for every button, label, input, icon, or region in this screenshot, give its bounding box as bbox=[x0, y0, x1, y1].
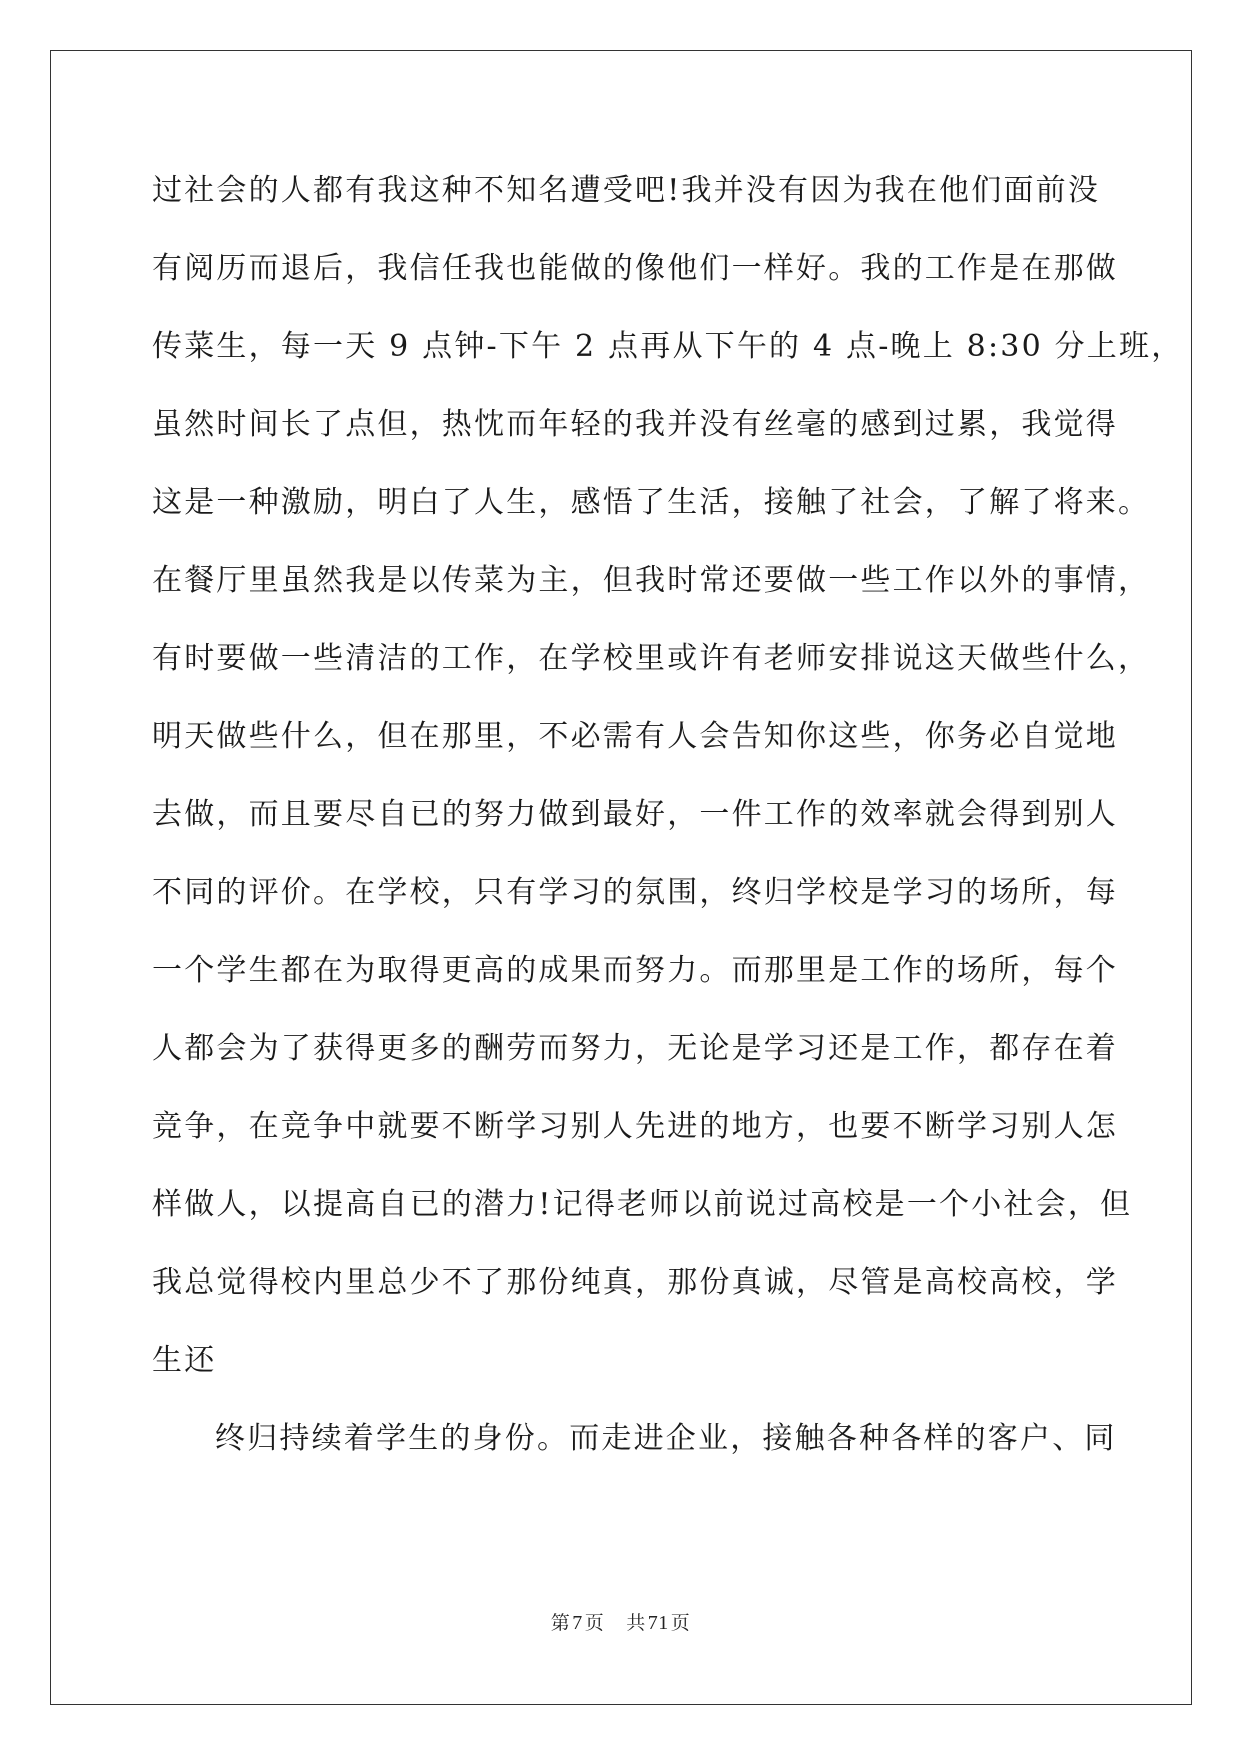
text-line: 不同的评价。在学校，只有学习的氛围，终归学校是学习的场所，每 bbox=[152, 875, 1118, 910]
text-line: 有阅历而退后，我信任我也能做的像他们一样好。我的工作是在那做 bbox=[152, 251, 1118, 286]
document-body bbox=[152, 165, 1184, 1491]
text-line: 生还 bbox=[152, 1343, 217, 1378]
page-total: 71 bbox=[647, 1612, 669, 1634]
page-suffix: 页 bbox=[584, 1612, 605, 1634]
text-line: 在餐厅里虽然我是以传菜为主，但我时常还要做一些工作以外的事情， bbox=[152, 563, 1151, 598]
text-line: 传菜生，每一天 9 点钟-下午 2 点再从下午的 4 点-晚上 8:30 分上班， bbox=[152, 329, 1184, 364]
total-prefix: 共 bbox=[626, 1612, 646, 1634]
text-line: 这是一种激励，明白了人生，感悟了生活，接触了社会，了解了将来。 bbox=[152, 485, 1151, 520]
text-line: 明天做些什么，但在那里，不必需有人会告知你这些，你务必自觉地 bbox=[152, 719, 1118, 754]
text-line: 一个学生都在为取得更高的成果而努力。而那里是工作的场所，每个 bbox=[152, 953, 1118, 988]
text-line: 样做人，以提高自已的潜力!记得老师以前说过高校是一个小社会，但 bbox=[152, 1187, 1133, 1222]
page-footer bbox=[0, 1608, 1241, 1635]
text-line: 去做，而且要尽自已的努力做到最好，一件工作的效率就会得到别人 bbox=[152, 797, 1118, 832]
total-suffix: 页 bbox=[670, 1612, 691, 1634]
page-prefix: 第 bbox=[550, 1612, 571, 1634]
text-line: 有时要做一些清洁的工作，在学校里或许有老师安排说这天做些什么， bbox=[152, 641, 1151, 676]
text-line: 过社会的人都有我这种不知名遭受吧!我并没有因为我在他们面前没 bbox=[152, 173, 1101, 208]
text-line: 人都会为了获得更多的酬劳而努力，无论是学习还是工作，都存在着 bbox=[152, 1031, 1118, 1066]
text-line: 我总觉得校内里总少不了那份纯真，那份真诚，尽管是高校高校，学 bbox=[152, 1265, 1118, 1300]
text-line: 虽然时间长了点但，热忱而年轻的我并没有丝毫的感到过累，我觉得 bbox=[152, 407, 1118, 442]
text-line-indented: 终归持续着学生的身份。而走进企业，接触各种各样的客户、同 bbox=[215, 1421, 1117, 1456]
page-current: 7 bbox=[572, 1612, 583, 1634]
text-line: 竞争，在竞争中就要不断学习别人先进的地方，也要不断学习别人怎 bbox=[152, 1109, 1118, 1144]
